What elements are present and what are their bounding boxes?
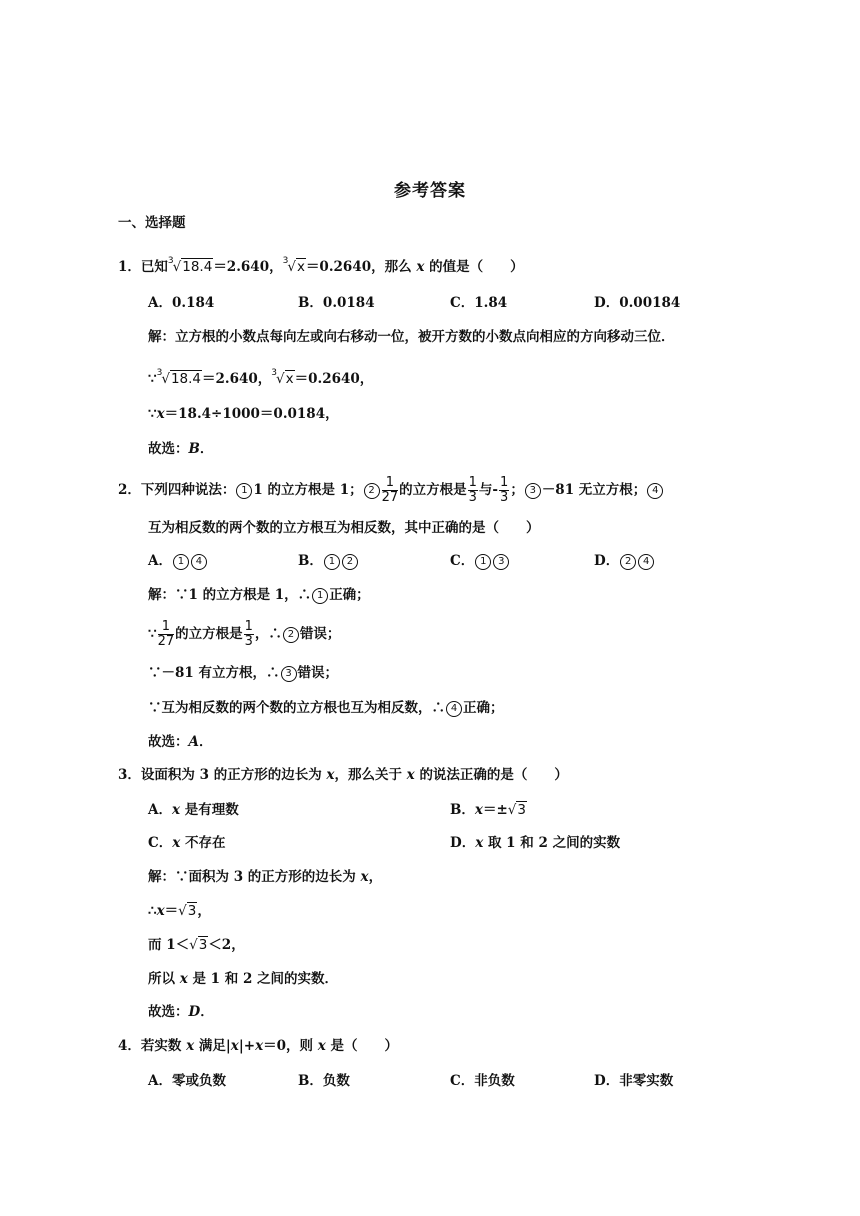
- question-3-solution-line-3: 而 1＜√3＜2，: [148, 937, 245, 953]
- question-1-option-d[interactable]: D．0.00184: [594, 295, 681, 311]
- question-3-option-a[interactable]: A．x 是有理数: [148, 802, 239, 818]
- question-1-solution-line-3: ∵x＝18.4÷1000＝0.0184，: [148, 406, 339, 422]
- cube-root-1: $^3$√18.4: [167, 256, 213, 275]
- question-2-solution-line-4: ∵互为相反数的两个数的立方根也互为相反数，∴ 4 正确；: [148, 700, 504, 716]
- question-3-solution-line-2: ∴x＝√3，: [148, 903, 211, 919]
- question-3-solution-line-4: 所以 x 是 1 和 2 之间的实数．: [148, 971, 339, 987]
- question-4-stem: 4．若实数 x 满足|x|+x＝0，则 x 是（ ）: [118, 1038, 399, 1054]
- question-2-option-b[interactable]: B． 1 2: [298, 550, 359, 572]
- question-2-solution-line-1: 解：∵1 的立方根是 1，∴ 1 正确；: [148, 587, 370, 603]
- question-1-option-b[interactable]: B．0.0184: [298, 295, 375, 311]
- question-3-option-b[interactable]: B．x＝±√3: [450, 802, 526, 818]
- question-1-solution-line-1: 解：立方根的小数点每向左或向右移动一位，被开方数的小数点向相应的方向移动三位．: [148, 329, 675, 345]
- question-1-option-c[interactable]: C．1.84: [450, 295, 508, 311]
- fraction-1-27: $\frac{1}{27}$: [381, 475, 399, 505]
- question-2-stem-line-2: 互为相反数的两个数的立方根互为相反数，其中正确的是（ ）: [148, 520, 540, 536]
- question-4-option-c[interactable]: C．非负数: [450, 1073, 515, 1089]
- question-2-solution-line-3: ∵－81 有立方根，∴ 3 错误；: [148, 665, 338, 681]
- question-1-solution-line-2: ∵$^3$√18.4＝2.640，$^3$√x＝0.2640，: [148, 368, 374, 387]
- question-1-option-a[interactable]: A．0.184: [148, 295, 215, 311]
- question-1-answer: 故选：B．: [148, 441, 214, 457]
- page-title: 参考答案: [394, 181, 466, 201]
- question-2-option-c[interactable]: C． 1 3: [450, 550, 510, 572]
- question-4-option-d[interactable]: D．非零实数: [594, 1073, 674, 1089]
- question-3-option-c[interactable]: C．x 不存在: [148, 835, 226, 851]
- section-heading: 一、选择题: [118, 215, 186, 231]
- question-4-option-a[interactable]: A．零或负数: [148, 1073, 226, 1089]
- question-2-answer: 故选：A．: [148, 734, 213, 750]
- cube-root-2: $^3$√x: [282, 256, 305, 275]
- question-2-option-d[interactable]: D． 2 4: [594, 550, 655, 572]
- question-1-stem: 1．已知$^3$√18.4＝2.640，$^3$√x＝0.2640，那么 x 的值是（ ）: [118, 256, 524, 275]
- question-2-stem-line-1: 2．下列四种说法： 1 1 的立方根是 1； 2 $\frac{1}{27}$ 的立方根是 $\frac{1}{3}$ 与- $\frac{1}{3}$ ； 3 －81 无立方根； 4: [118, 476, 664, 505]
- question-4-option-b[interactable]: B．负数: [298, 1073, 350, 1089]
- question-2-option-a[interactable]: A． 1 4: [148, 550, 208, 572]
- question-3-answer: 故选：D．: [148, 1004, 214, 1020]
- question-3-stem: 3．设面积为 3 的正方形的边长为 x，那么关于 x 的说法正确的是（ ）: [118, 767, 568, 783]
- question-3-option-d[interactable]: D．x 取 1 和 2 之间的实数: [450, 835, 621, 851]
- question-2-solution-line-2: ∵ $\frac{1}{27}$ 的立方根是 $\frac{1}{3}$ ，∴ 2 错误；: [148, 619, 341, 649]
- question-3-solution-line-1: 解：∵面积为 3 的正方形的边长为 x，: [148, 869, 383, 885]
